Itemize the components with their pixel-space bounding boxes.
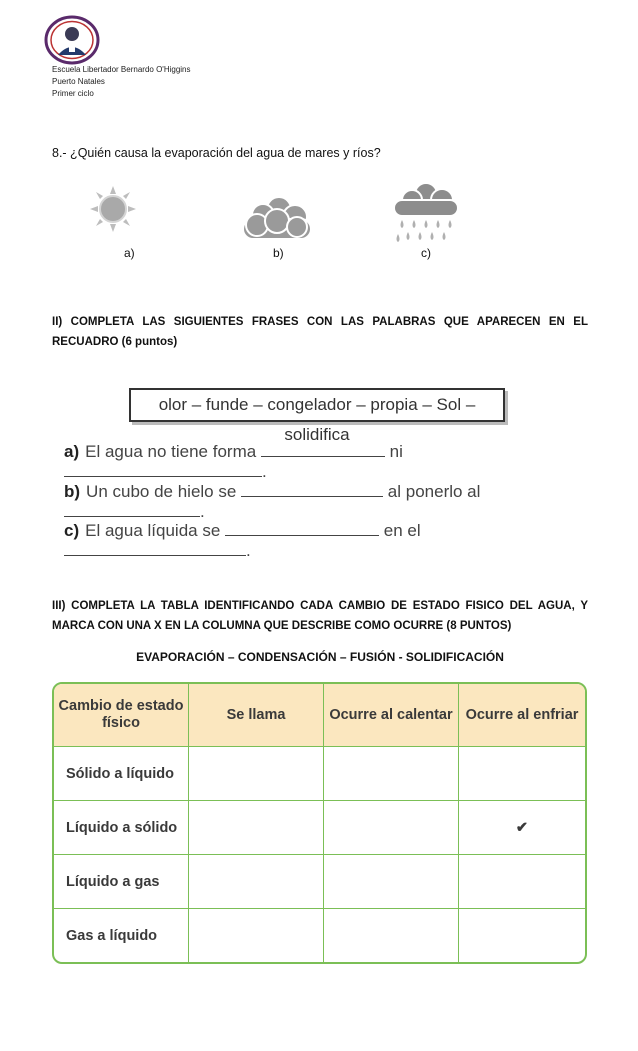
sentence-text: El agua líquida se [85, 521, 221, 540]
row-label: Gas a líquido [54, 909, 189, 962]
answer-cell[interactable] [324, 747, 459, 801]
school-city: Puerto Natales [52, 77, 105, 86]
answer-cell[interactable] [189, 747, 324, 801]
table-row [54, 747, 585, 801]
answer-cell[interactable] [459, 747, 585, 801]
sentence-text: ni [389, 442, 403, 461]
table-row [54, 801, 585, 855]
answer-cell[interactable] [189, 801, 324, 855]
table-row [54, 909, 585, 962]
option-a-label: a) [124, 246, 135, 260]
option-b-label: b) [273, 246, 284, 260]
sentence-letter: b) [64, 482, 81, 501]
answer-cell[interactable] [189, 909, 324, 962]
table-header-row [54, 684, 585, 747]
answer-cell[interactable] [459, 855, 585, 909]
sentence-a [64, 442, 594, 482]
section-3-title: III) COMPLETA LA TABLA IDENTIFICANDO CADA CAMBIO DE ESTADO FISICO DEL AGUA, Y MARCA CON UNA X EN LA COLUMNA QUE DESCRIBE COMO OCURRE (8 PUNTOS) [52, 600, 588, 632]
row-label: Líquido a sólido [54, 801, 189, 855]
answer-cell[interactable] [324, 909, 459, 962]
sentence-end: . [200, 502, 205, 521]
state-change-table [52, 682, 587, 964]
row-label: Sólido a líquido [54, 747, 189, 801]
option-c-label: c) [421, 246, 431, 260]
school-logo [44, 15, 100, 65]
section-2-title: II) COMPLETA LAS SIGUIENTES FRASES CON LAS PALABRAS QUE APARECEN EN EL RECUADRO (6 puntos) [52, 316, 588, 348]
answer-cell[interactable] [459, 909, 585, 962]
column-header: Ocurre al calentar [324, 684, 459, 747]
answer-cell[interactable] [324, 801, 459, 855]
answer-blank[interactable] [64, 476, 262, 477]
column-header: Se llama [189, 684, 324, 747]
school-level: Primer ciclo [52, 89, 94, 98]
sentence-c [64, 521, 594, 561]
answer-blank[interactable] [64, 555, 246, 556]
sentence-end: . [262, 462, 267, 481]
answer-blank[interactable] [225, 535, 379, 536]
table-row [54, 855, 585, 909]
sentence-b [64, 482, 594, 522]
answer-blank[interactable] [241, 496, 383, 497]
state-changes-list: EVAPORACIÓN – CONDENSACIÓN – FUSIÓN - SOLIDIFICACIÓN [136, 650, 504, 664]
checkmark-icon[interactable]: ✔ [459, 801, 585, 855]
sentence-end: . [246, 541, 251, 560]
answer-cell[interactable] [324, 855, 459, 909]
word-box: olor – funde – congelador – propia – Sol – solidifica [129, 388, 505, 422]
sentence-text: en el [383, 521, 421, 540]
answer-blank[interactable] [64, 516, 200, 517]
rain-cloud-icon [390, 180, 462, 246]
cloud-icon [237, 193, 315, 243]
column-header: Ocurre al enfriar [459, 684, 585, 747]
question-8: 8.- ¿Quién causa la evaporación del agua de mares y ríos? [52, 146, 381, 160]
school-name: Escuela Libertador Bernardo O'Higgins [52, 65, 191, 74]
sentence-letter: a) [64, 442, 80, 461]
sentence-text: El agua no tiene forma [85, 442, 257, 461]
sun-icon [90, 186, 136, 232]
row-label: Líquido a gas [54, 855, 189, 909]
sentence-text: Un cubo de hielo se [86, 482, 237, 501]
sentence-text: al ponerlo al [387, 482, 481, 501]
column-header: Cambio de estado físico [54, 684, 189, 747]
sentence-letter: c) [64, 521, 80, 540]
answer-blank[interactable] [261, 456, 385, 457]
answer-cell[interactable] [189, 855, 324, 909]
